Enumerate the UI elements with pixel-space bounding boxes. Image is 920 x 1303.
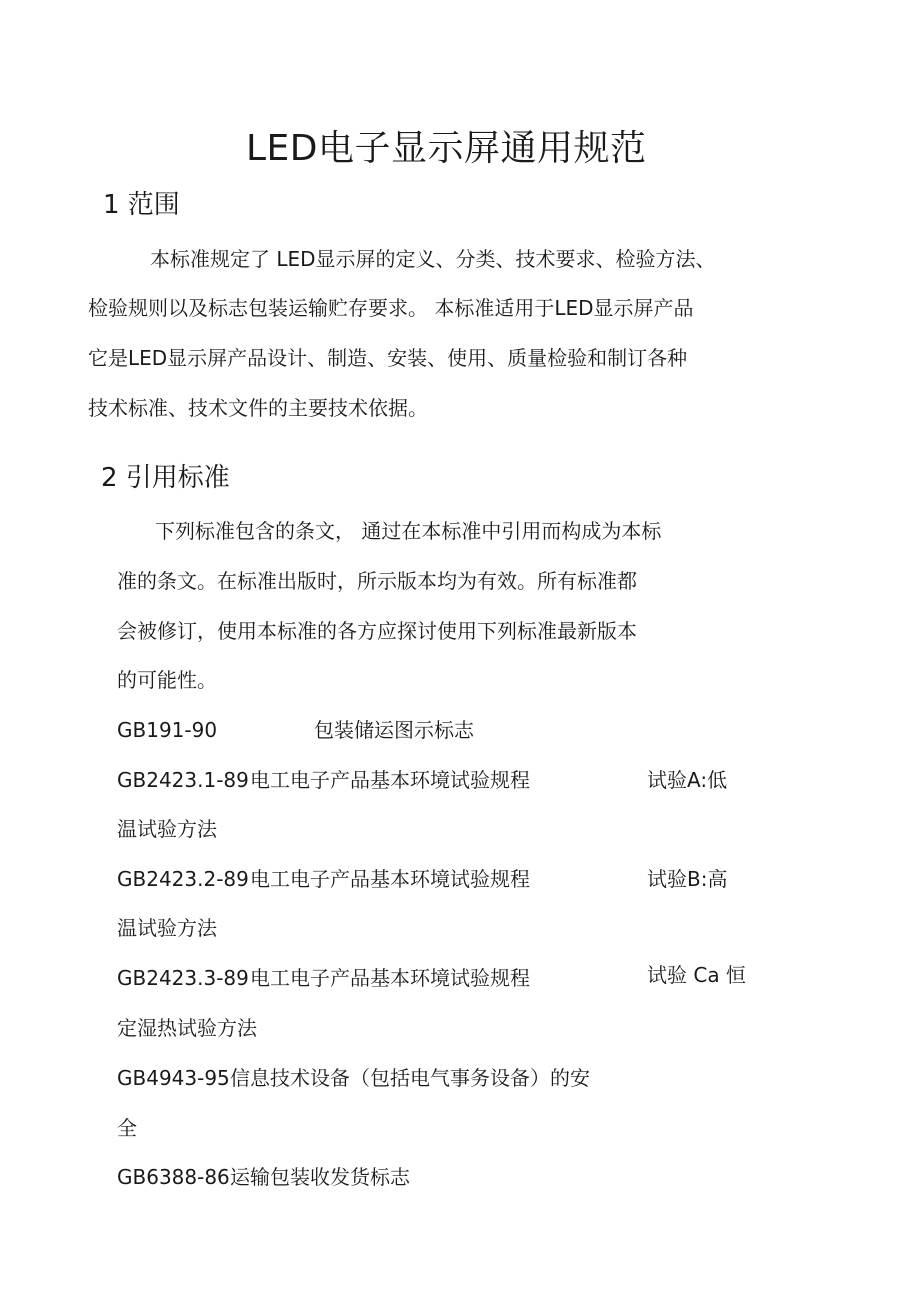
reference-suffix: 试验 Ca 恒 [647,963,746,987]
reference-code: GB2423.1-89 [117,768,249,792]
paragraph-line: 会被修订，使用本标准的各方应探讨使用下列标准最新版本 [117,619,637,643]
paragraph-line: 检验规则以及标志包装运输贮存要求。 本标准适用于LED显示屏产品 [88,296,694,320]
paragraph-line: 下列标准包含的条文， 通过在本标准中引用而构成为本标 [155,519,662,543]
reference-code: GB2423.3-89 [117,966,249,990]
paragraph-line: 它是LED显示屏产品设计、制造、安装、使用、质量检验和制订各种 [88,346,688,370]
reference-code: GB191-90 [117,718,218,742]
reference-title: 电工电子产品基本环境试验规程 [250,768,530,792]
reference-suffix: 试验B:高 [647,867,728,891]
paragraph-line: 的可能性。 [117,668,217,692]
section-heading-scope: 1 范围 [103,190,180,220]
reference-suffix: 试验A:低 [647,768,728,792]
reference-title: 包装储运图示标志 [314,718,474,742]
reference-title: 电工电子产品基本环境试验规程 [250,867,530,891]
document-title: LED电子显示屏通用规范 [246,128,647,169]
reference-title: 电工电子产品基本环境试验规程 [250,966,530,990]
paragraph-line: 技术标准、技术文件的主要技术依据。 [88,396,428,420]
reference-continuation: 温试验方法 [117,817,217,841]
reference-continuation: 定湿热试验方法 [117,1016,257,1040]
reference-code: GB6388-86 [117,1165,230,1189]
reference-title: 信息技术设备（包括电气事务设备）的安 [230,1066,590,1090]
reference-title: 运输包装收发货标志 [230,1165,410,1189]
reference-continuation: 温试验方法 [117,916,217,940]
reference-code: GB2423.2-89 [117,867,249,891]
paragraph-line: 本标准规定了 LED显示屏的定义、分类、技术要求、检验方法、 [150,247,716,271]
reference-code: GB4943-95 [117,1066,230,1090]
reference-continuation: 全 [117,1116,137,1140]
section-heading-references: 2 引用标准 [101,463,230,493]
paragraph-line: 准的条文。在标准出版时，所示版本均为有效。所有标准都 [117,569,637,593]
